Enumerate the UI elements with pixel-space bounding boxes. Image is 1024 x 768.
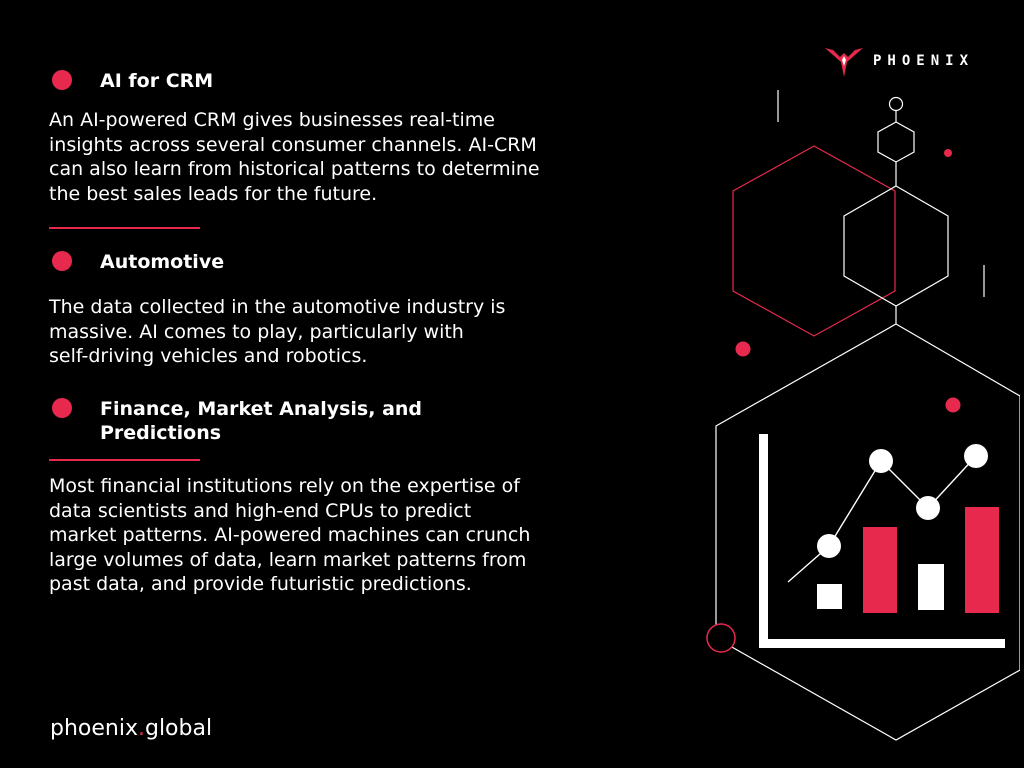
brand-name: PHOENIX	[873, 53, 975, 69]
section-body-finance: Most financial institutions rely on the expertise of data scientists and high-end CPUs to predict market patterns. AI-powered machines can crunch large volumes of data, learn market patterns from past data, and provide futuristic predictions.	[49, 475, 531, 595]
section-body-automotive: The data collected in the automotive industry is massive. AI comes to play, particularly with self-driving vehicles and robotics.	[49, 296, 506, 367]
bar-line-chart-icon	[690, 80, 1020, 745]
phoenix-logo-icon	[823, 44, 865, 78]
bullet-icon	[52, 398, 72, 418]
section-title-crm: AI for CRM	[100, 70, 214, 92]
brand-logo	[823, 44, 974, 78]
section-title-automotive: Automotive	[100, 251, 225, 273]
section-title-finance: Finance, Market Analysis, and Predictions	[100, 398, 423, 444]
footer-domain[interactable]	[50, 715, 212, 743]
footer-domain-main: phoenix	[50, 716, 138, 741]
footer-domain-tld: global	[144, 716, 213, 741]
section-body-crm: An AI-powered CRM gives businesses real-time insights across several consumer channels. AI-CRM can also learn from historical patterns to determine the best sales leads for the future.	[49, 109, 540, 205]
footer-domain-dot: .	[137, 716, 145, 741]
bullet-icon	[52, 70, 72, 90]
divider	[49, 459, 200, 461]
bullet-icon	[52, 251, 72, 271]
divider	[49, 227, 200, 229]
